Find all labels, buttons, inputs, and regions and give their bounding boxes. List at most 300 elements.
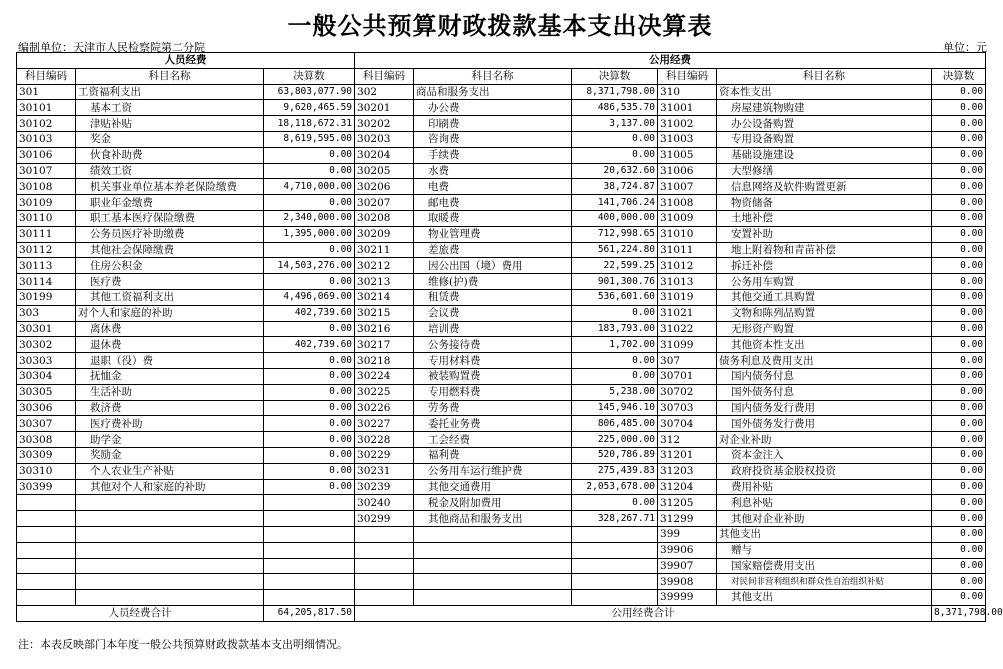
table-row bbox=[17, 479, 986, 495]
cell-code: 30208 bbox=[355, 210, 414, 226]
cell-amount: 0.00 bbox=[932, 258, 986, 274]
cell-name: 伙食补助费 bbox=[76, 147, 264, 163]
cell-amount: 0.00 bbox=[932, 337, 986, 353]
cell-amount: 0.00 bbox=[264, 416, 355, 432]
header-name: 科目名称 bbox=[717, 68, 932, 84]
cell-name: 政府投资基金股权投资 bbox=[717, 463, 932, 479]
cell-code: 30310 bbox=[17, 463, 76, 479]
cell-amount: 536,601.60 bbox=[572, 289, 658, 305]
cell-name: 国内债务发行费用 bbox=[717, 400, 932, 416]
cell-amount: 8,619,595.00 bbox=[264, 131, 355, 147]
cell-name: 奖金 bbox=[76, 131, 264, 147]
cell-code: 30217 bbox=[355, 337, 414, 353]
cell-code: 30207 bbox=[355, 195, 414, 211]
cell-code: 31021 bbox=[658, 305, 717, 321]
table-row bbox=[17, 353, 986, 369]
table-row bbox=[17, 210, 986, 226]
cell-amount bbox=[572, 574, 658, 590]
cell-amount: 20,632.60 bbox=[572, 163, 658, 179]
cell-code: 31099 bbox=[658, 337, 717, 353]
cell-code: 30204 bbox=[355, 147, 414, 163]
cell-amount: 0.00 bbox=[932, 163, 986, 179]
cell-name bbox=[414, 542, 572, 558]
cell-name: 差旅费 bbox=[414, 242, 572, 258]
cell-code: 399 bbox=[658, 526, 717, 542]
cell-name: 其他商品和服务支出 bbox=[414, 511, 572, 527]
table-row bbox=[17, 258, 986, 274]
cell-name: 退休费 bbox=[76, 337, 264, 353]
cell-amount: 0.00 bbox=[932, 574, 986, 590]
cell-name: 对企业补助 bbox=[717, 432, 932, 448]
cell-name: 助学金 bbox=[76, 432, 264, 448]
table-row bbox=[17, 558, 986, 574]
cell-code: 30701 bbox=[658, 368, 717, 384]
header-public: 公用经费 bbox=[355, 53, 986, 69]
cell-code: 30102 bbox=[17, 116, 76, 132]
cell-name: 培训费 bbox=[414, 321, 572, 337]
table-row bbox=[17, 447, 986, 463]
cell-name: 对民间非营利组织和群众性自治组织补贴 bbox=[717, 574, 932, 590]
cell-code: 39906 bbox=[658, 542, 717, 558]
table-row bbox=[17, 337, 986, 353]
cell-name: 其他社会保障缴费 bbox=[76, 242, 264, 258]
table-row bbox=[17, 195, 986, 211]
cell-amount: 400,000.00 bbox=[572, 210, 658, 226]
cell-code: 30299 bbox=[355, 511, 414, 527]
cell-code: 30704 bbox=[658, 416, 717, 432]
table-row bbox=[17, 590, 986, 606]
cell-amount bbox=[572, 558, 658, 574]
cell-amount: 0.00 bbox=[932, 432, 986, 448]
cell-name: 物资储备 bbox=[717, 195, 932, 211]
cell-amount: 712,998.65 bbox=[572, 226, 658, 242]
cell-code: 30306 bbox=[17, 400, 76, 416]
cell-code: 31013 bbox=[658, 274, 717, 290]
table-row bbox=[17, 147, 986, 163]
header-amount: 决算数 bbox=[932, 68, 986, 84]
cell-code: 30305 bbox=[17, 384, 76, 400]
cell-code bbox=[17, 590, 76, 606]
cell-amount: 0.00 bbox=[264, 400, 355, 416]
cell-code: 30302 bbox=[17, 337, 76, 353]
header-name: 科目名称 bbox=[76, 68, 264, 84]
cell-amount: 18,118,672.31 bbox=[264, 116, 355, 132]
cell-name: 机关事业单位基本养老保险缴费 bbox=[76, 179, 264, 195]
cell-name: 津贴补贴 bbox=[76, 116, 264, 132]
table-row bbox=[17, 463, 986, 479]
cell-code: 31011 bbox=[658, 242, 717, 258]
cell-code: 30108 bbox=[17, 179, 76, 195]
cell-name: 大型修缮 bbox=[717, 163, 932, 179]
cell-name: 取暖费 bbox=[414, 210, 572, 226]
cell-amount: 0.00 bbox=[932, 210, 986, 226]
cell-code: 31008 bbox=[658, 195, 717, 211]
header-name: 科目名称 bbox=[414, 68, 572, 84]
cell-code: 39907 bbox=[658, 558, 717, 574]
cell-code: 30229 bbox=[355, 447, 414, 463]
cell-amount: 0.00 bbox=[932, 416, 986, 432]
cell-name: 商品和服务支出 bbox=[414, 84, 572, 100]
header-code: 科目编码 bbox=[17, 68, 76, 84]
cell-code: 31022 bbox=[658, 321, 717, 337]
cell-amount bbox=[264, 511, 355, 527]
cell-name: 办公设备购置 bbox=[717, 116, 932, 132]
cell-amount: 9,620,465.59 bbox=[264, 100, 355, 116]
cell-name: 工资福利支出 bbox=[76, 84, 264, 100]
cell-name: 办公费 bbox=[414, 100, 572, 116]
cell-code: 30107 bbox=[17, 163, 76, 179]
cell-name: 地上附着物和青苗补偿 bbox=[717, 242, 932, 258]
cell-code: 30304 bbox=[17, 368, 76, 384]
cell-amount: 145,946.10 bbox=[572, 400, 658, 416]
cell-amount: 0.00 bbox=[932, 590, 986, 606]
cell-name: 其他支出 bbox=[717, 526, 932, 542]
cell-name: 资本性支出 bbox=[717, 84, 932, 100]
header-personnel: 人员经费 bbox=[17, 53, 355, 69]
cell-amount: 402,739.60 bbox=[264, 305, 355, 321]
cell-code: 30308 bbox=[17, 432, 76, 448]
cell-amount: 0.00 bbox=[932, 368, 986, 384]
cell-name: 信息网络及软件购置更新 bbox=[717, 179, 932, 195]
cell-code: 30218 bbox=[355, 353, 414, 369]
cell-name bbox=[76, 495, 264, 511]
cell-name: 个人农业生产补贴 bbox=[76, 463, 264, 479]
table-row bbox=[17, 542, 986, 558]
cell-amount: 0.00 bbox=[932, 526, 986, 542]
cell-amount: 0.00 bbox=[932, 321, 986, 337]
cell-code: 30103 bbox=[17, 131, 76, 147]
cell-amount: 328,267.71 bbox=[572, 511, 658, 527]
cell-code: 31007 bbox=[658, 179, 717, 195]
table-row bbox=[17, 368, 986, 384]
cell-amount: 0.00 bbox=[932, 289, 986, 305]
table-row bbox=[17, 511, 986, 527]
cell-code: 30231 bbox=[355, 463, 414, 479]
cell-amount: 0.00 bbox=[932, 84, 986, 100]
cell-name bbox=[76, 511, 264, 527]
cell-amount bbox=[572, 526, 658, 542]
public-total-label: 公用经费合计 bbox=[355, 605, 932, 621]
cell-name: 赠与 bbox=[717, 542, 932, 558]
cell-code: 39999 bbox=[658, 590, 717, 606]
cell-amount: 0.00 bbox=[932, 179, 986, 195]
cell-name bbox=[414, 574, 572, 590]
cell-amount: 0.00 bbox=[264, 274, 355, 290]
cell-name: 其他工资福利支出 bbox=[76, 289, 264, 305]
cell-name bbox=[76, 590, 264, 606]
cell-code bbox=[17, 526, 76, 542]
report-title: 一般公共预算财政拨款基本支出决算表 bbox=[287, 12, 713, 40]
cell-code: 30224 bbox=[355, 368, 414, 384]
cell-amount: 0.00 bbox=[932, 116, 986, 132]
cell-name: 公务接待费 bbox=[414, 337, 572, 353]
cell-amount: 0.00 bbox=[264, 195, 355, 211]
cell-amount: 0.00 bbox=[932, 274, 986, 290]
table-row bbox=[17, 289, 986, 305]
cell-amount: 0.00 bbox=[932, 558, 986, 574]
cell-amount: 0.00 bbox=[932, 147, 986, 163]
cell-amount bbox=[264, 542, 355, 558]
cell-amount: 14,503,276.00 bbox=[264, 258, 355, 274]
cell-code bbox=[355, 590, 414, 606]
public-total-value: 8,371,798.00 bbox=[932, 605, 986, 621]
cell-name: 生活补助 bbox=[76, 384, 264, 400]
cell-code: 30239 bbox=[355, 479, 414, 495]
header-row-columns bbox=[17, 68, 986, 84]
cell-code: 30209 bbox=[355, 226, 414, 242]
cell-code: 30202 bbox=[355, 116, 414, 132]
cell-amount: 0.00 bbox=[932, 195, 986, 211]
table-row bbox=[17, 179, 986, 195]
cell-code: 30227 bbox=[355, 416, 414, 432]
cell-name: 税金及附加费用 bbox=[414, 495, 572, 511]
cell-name: 职工基本医疗保险缴费 bbox=[76, 210, 264, 226]
cell-code: 310 bbox=[658, 84, 717, 100]
personnel-total-value: 64,205,817.50 bbox=[264, 605, 355, 621]
cell-code: 30101 bbox=[17, 100, 76, 116]
table-row bbox=[17, 400, 986, 416]
cell-amount: 0.00 bbox=[264, 432, 355, 448]
header-code: 科目编码 bbox=[658, 68, 717, 84]
table-row bbox=[17, 84, 986, 100]
cell-code: 30215 bbox=[355, 305, 414, 321]
cell-code: 30216 bbox=[355, 321, 414, 337]
cell-code bbox=[17, 558, 76, 574]
cell-amount: 1,395,000.00 bbox=[264, 226, 355, 242]
cell-name: 奖励金 bbox=[76, 447, 264, 463]
cell-amount: 486,535.70 bbox=[572, 100, 658, 116]
cell-amount: 806,485.00 bbox=[572, 416, 658, 432]
cell-name: 国家赔偿费用支出 bbox=[717, 558, 932, 574]
cell-code: 30106 bbox=[17, 147, 76, 163]
cell-code: 31019 bbox=[658, 289, 717, 305]
cell-name: 对个人和家庭的补助 bbox=[76, 305, 264, 321]
cell-code bbox=[355, 526, 414, 542]
expenditure-table bbox=[16, 52, 1003, 622]
cell-name: 手续费 bbox=[414, 147, 572, 163]
cell-code: 30201 bbox=[355, 100, 414, 116]
cell-code: 31204 bbox=[658, 479, 717, 495]
cell-code: 30703 bbox=[658, 400, 717, 416]
cell-code: 30114 bbox=[17, 274, 76, 290]
cell-name: 电费 bbox=[414, 179, 572, 195]
cell-name: 其他支出 bbox=[717, 590, 932, 606]
cell-name: 公务用车运行维护费 bbox=[414, 463, 572, 479]
cell-amount: 0.00 bbox=[264, 463, 355, 479]
cell-amount bbox=[264, 495, 355, 511]
cell-code: 307 bbox=[658, 353, 717, 369]
cell-code: 30307 bbox=[17, 416, 76, 432]
header-amount: 决算数 bbox=[264, 68, 355, 84]
cell-code: 30702 bbox=[658, 384, 717, 400]
cell-code: 30112 bbox=[17, 242, 76, 258]
cell-amount: 2,053,678.00 bbox=[572, 479, 658, 495]
cell-amount: 0.00 bbox=[932, 400, 986, 416]
cell-code bbox=[17, 574, 76, 590]
cell-amount: 901,300.76 bbox=[572, 274, 658, 290]
cell-name bbox=[414, 590, 572, 606]
compiling-unit: 编制单位：天津市人民检察院第二分院 bbox=[18, 41, 205, 54]
cell-code: 31006 bbox=[658, 163, 717, 179]
cell-name: 住房公积金 bbox=[76, 258, 264, 274]
cell-name: 资本金注入 bbox=[717, 447, 932, 463]
cell-amount: 3,137.00 bbox=[572, 116, 658, 132]
table-row bbox=[17, 321, 986, 337]
cell-code: 31205 bbox=[658, 495, 717, 511]
cell-amount: 2,340,000.00 bbox=[264, 210, 355, 226]
cell-amount: 0.00 bbox=[572, 131, 658, 147]
cell-name: 国外债务付息 bbox=[717, 384, 932, 400]
cell-name: 职业年金缴费 bbox=[76, 195, 264, 211]
cell-amount bbox=[572, 542, 658, 558]
cell-code: 301 bbox=[17, 84, 76, 100]
cell-name: 国内债务付息 bbox=[717, 368, 932, 384]
cell-name: 维修(护)费 bbox=[414, 274, 572, 290]
cell-amount: 8,371,798.00 bbox=[572, 84, 658, 100]
cell-amount: 0.00 bbox=[932, 511, 986, 527]
personnel-total-label: 人员经费合计 bbox=[17, 605, 264, 621]
cell-code: 31001 bbox=[658, 100, 717, 116]
cell-name: 国外债务发行费用 bbox=[717, 416, 932, 432]
cell-name: 委托业务费 bbox=[414, 416, 572, 432]
cell-code: 302 bbox=[355, 84, 414, 100]
cell-code: 31012 bbox=[658, 258, 717, 274]
cell-amount bbox=[264, 526, 355, 542]
cell-name: 安置补助 bbox=[717, 226, 932, 242]
cell-amount: 0.00 bbox=[932, 242, 986, 258]
cell-code: 31005 bbox=[658, 147, 717, 163]
cell-name: 公务员医疗补助缴费 bbox=[76, 226, 264, 242]
cell-amount bbox=[572, 590, 658, 606]
cell-name: 其他资本性支出 bbox=[717, 337, 932, 353]
cell-name: 离休费 bbox=[76, 321, 264, 337]
header-amount: 决算数 bbox=[572, 68, 658, 84]
cell-name: 基础设施建设 bbox=[717, 147, 932, 163]
cell-amount: 275,439.83 bbox=[572, 463, 658, 479]
cell-code: 30399 bbox=[17, 479, 76, 495]
cell-name: 专用燃料费 bbox=[414, 384, 572, 400]
table-row bbox=[17, 432, 986, 448]
cell-code: 30301 bbox=[17, 321, 76, 337]
cell-code: 30214 bbox=[355, 289, 414, 305]
table-row bbox=[17, 131, 986, 147]
cell-amount: 0.00 bbox=[264, 384, 355, 400]
table-row bbox=[17, 305, 986, 321]
cell-name: 无形资产购置 bbox=[717, 321, 932, 337]
cell-amount: 4,710,000.00 bbox=[264, 179, 355, 195]
cell-amount: 141,706.24 bbox=[572, 195, 658, 211]
header-row-groups bbox=[17, 53, 986, 69]
table-row bbox=[17, 163, 986, 179]
cell-code: 30309 bbox=[17, 447, 76, 463]
cell-code: 30205 bbox=[355, 163, 414, 179]
table-row bbox=[17, 242, 986, 258]
cell-name: 公务用车购置 bbox=[717, 274, 932, 290]
cell-name: 福利费 bbox=[414, 447, 572, 463]
cell-name: 专用材料费 bbox=[414, 353, 572, 369]
cell-amount: 0.00 bbox=[932, 542, 986, 558]
cell-amount: 0.00 bbox=[264, 368, 355, 384]
cell-amount: 0.00 bbox=[572, 305, 658, 321]
cell-code: 31010 bbox=[658, 226, 717, 242]
cell-name: 费用补贴 bbox=[717, 479, 932, 495]
cell-name: 救济费 bbox=[76, 400, 264, 416]
cell-amount: 0.00 bbox=[932, 447, 986, 463]
cell-amount: 520,786.89 bbox=[572, 447, 658, 463]
cell-code: 303 bbox=[17, 305, 76, 321]
cell-name: 水费 bbox=[414, 163, 572, 179]
cell-name: 其他对个人和家庭的补助 bbox=[76, 479, 264, 495]
cell-code bbox=[17, 511, 76, 527]
cell-amount: 0.00 bbox=[932, 305, 986, 321]
cell-code: 30199 bbox=[17, 289, 76, 305]
cell-code bbox=[355, 574, 414, 590]
cell-name: 医疗费补助 bbox=[76, 416, 264, 432]
cell-name: 因公出国（境）费用 bbox=[414, 258, 572, 274]
cell-name: 房屋建筑物购建 bbox=[717, 100, 932, 116]
cell-name: 其他交通工具购置 bbox=[717, 289, 932, 305]
cell-code: 31002 bbox=[658, 116, 717, 132]
cell-name: 印刷费 bbox=[414, 116, 572, 132]
cell-name bbox=[76, 542, 264, 558]
cell-amount: 0.00 bbox=[264, 163, 355, 179]
cell-amount: 0.00 bbox=[264, 479, 355, 495]
cell-name: 物业管理费 bbox=[414, 226, 572, 242]
cell-code: 31003 bbox=[658, 131, 717, 147]
cell-code: 39908 bbox=[658, 574, 717, 590]
table-row bbox=[17, 100, 986, 116]
cell-name: 租赁费 bbox=[414, 289, 572, 305]
cell-amount: 1,702.00 bbox=[572, 337, 658, 353]
cell-amount: 0.00 bbox=[264, 147, 355, 163]
cell-name: 土地补偿 bbox=[717, 210, 932, 226]
cell-amount: 4,496,069.00 bbox=[264, 289, 355, 305]
cell-amount: 38,724.87 bbox=[572, 179, 658, 195]
table-row bbox=[17, 495, 986, 511]
cell-amount: 0.00 bbox=[932, 495, 986, 511]
cell-code: 30206 bbox=[355, 179, 414, 195]
cell-code: 30211 bbox=[355, 242, 414, 258]
cell-name bbox=[76, 558, 264, 574]
cell-amount bbox=[264, 558, 355, 574]
cell-name bbox=[76, 574, 264, 590]
table-row bbox=[17, 384, 986, 400]
cell-amount: 0.00 bbox=[932, 384, 986, 400]
cell-name: 基本工资 bbox=[76, 100, 264, 116]
cell-name: 退职（役）费 bbox=[76, 353, 264, 369]
cell-code: 30225 bbox=[355, 384, 414, 400]
cell-amount: 0.00 bbox=[572, 368, 658, 384]
cell-amount: 63,803,077.90 bbox=[264, 84, 355, 100]
cell-amount: 0.00 bbox=[264, 353, 355, 369]
cell-code: 31299 bbox=[658, 511, 717, 527]
table-body bbox=[17, 53, 986, 606]
cell-code: 30111 bbox=[17, 226, 76, 242]
cell-name: 劳务费 bbox=[414, 400, 572, 416]
cell-amount: 402,739.60 bbox=[264, 337, 355, 353]
cell-amount: 0.00 bbox=[932, 100, 986, 116]
cell-amount: 0.00 bbox=[572, 147, 658, 163]
cell-code: 30110 bbox=[17, 210, 76, 226]
cell-name: 绩效工资 bbox=[76, 163, 264, 179]
table-row bbox=[17, 116, 986, 132]
cell-code bbox=[355, 558, 414, 574]
cell-code: 30212 bbox=[355, 258, 414, 274]
cell-name: 咨询费 bbox=[414, 131, 572, 147]
cell-code: 30240 bbox=[355, 495, 414, 511]
cell-amount: 0.00 bbox=[264, 242, 355, 258]
cell-name: 抚恤金 bbox=[76, 368, 264, 384]
